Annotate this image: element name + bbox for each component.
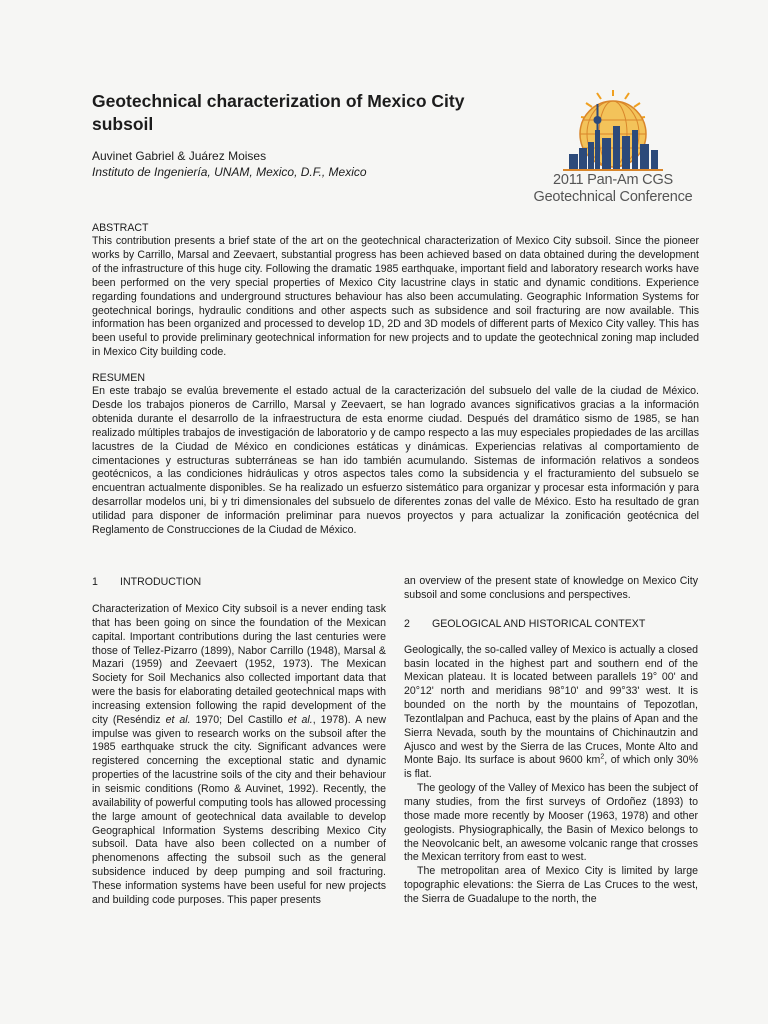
intro-paragraph: Characterization of Mexico City subsoil is a never ending task that has been going on since the foundation of the Mexican capital. Important contributions during the last centuries were those of Tellez-Pizarro (1899), Nabor Carrillo (1948), Marsal & Mazari (1959) and Zeevaert (1952, 1973). The Mexican Society for Soil Mechanics also collected important data that were the basis for elaborating detailed geotechnical maps with increasing extension following the rapid development of the city (Reséndiz et al. 1970; Del Castillo et al., 1978). A new impulse was given to research works on the subsoil after the 1985 earthquake struck the city. Significant advances were registered concerning the exceptional static and dynamic properties of the lacustrine soils of the city and their behaviour in seismic conditions (Romo & Auvinet, 1992). Recently, the availability of powerful computing tools has allowed processing the large amount of geotechnical data available to develop Geographical Information Systems describing Mexico City subsoil. Data have also been collected on a number of phenomenons affecting the subsoil such as the general subsidence induced by deep pumping and soil fracturing. These information systems have been useful for new projects and building code purposes. This paper presents [92,603,386,906]
conference-logo [533,90,693,210]
authors: Auvinet Gabriel & Juárez Moises [92,149,267,163]
resumen-heading: RESUMEN [92,372,145,384]
section-number: 2 [404,617,410,630]
skyline-globe-icon [533,90,693,172]
abstract-text: This contribution presents a brief state of the art on the geotechnical characterization of Mexico City subsoil. Since the pioneer works by Carrillo, Marsal and Zeevaert, substantial progress has been achieved based on data obtained during the development of the infrastructure of this huge city. Following the dramatic 1985 earthquake, important field and laboratory research works have been performed on the very special properties of Mexico City lacustrine clays in static and dynamic conditions. Experience regarding foundations and underground structures behaviour has also been accumulating. Geographic Information Systems for geotechnical borings, hydraulic conditions and other aspects such as subsidence and soil fracturing are now available. This information has been organized and processed to develop 1D, 2D and 3D models of different parts of Mexico City valley. This has been useful to provide preliminary geotechnical information for new projects and to update the geotechnical zoning map included in Mexico City building code. [92,235,699,359]
geology-paragraph: The geology of the Valley of Mexico has been the subject of many studies, from the first surveys of Ordoñez (1893) to those made more recently by Mooser (1963, 1978) and other geologists. Physiographically, the Basin of Mexico belongs to the Neovolcanic belt, an awesome volcanic range that crosses the Mexican territory from east to west. [404,782,698,864]
geology-paragraph: Geologically, the so-called valley of Mexico is actually a closed basin located in the highest part and southern end of the Mexican plateau. It is located between parallels 19° 00' and 20°12' north and meridians 98°10' and 99°33' west. It is bounded on the north by the mountains of Tepozotlan, Tezontlalpan and Pachuca, east by the plains of Apan and the Sierra Nevada, south by the mountains of Chichinautzin and Ajusco and west by the Sierra de las Cruces, Monte Alto and Monte Bajo. Its surface is about 9600 $km^2$, of which only 30% is flat. [404,643,698,781]
resumen-text: En este trabajo se evalúa brevemente el estado actual de la caracterización del subsuelo del valle de la ciudad de México. Desde los trabajos pioneros de Carrillo, Marsal y Zeevaert, se han logrado avances significativos gracias a la información obtenida durante el desarrollo de la infraestructura de esta enorme ciudad. Después del dramático sismo de 1985, se han realizado múltiples trabajos de investigación de laboratorio y de campo respecto a las muy especiales propiedades de las arcillas lacustres de la Ciudad de México en condiciones estáticas y dinámicas. Experiencias relativas al comportamiento de cimentaciones y estructuras subterráneas se han ido también acumulando. Sistemas de información relativos a sondeos geotécnicos, a las condiciones hidráulicas y otros aspectos tales como la subsidencia y el fracturamiento del subsuelo se encuentran actualmente disponibles. Se ha realizado un esfuerzo sistemático para organizar y procesar esta información y para desarrollar modelos uni, bi y tri dimensionales del subsuelo de diferentes zonas del valle de México. Esto ha resultado de gran utilidad para disponer de información preliminar para nuevos proyectos y para actualizar la zonificación geotécnica del Reglamento de Construcciones de la Ciudad de México. [92,385,699,537]
section-heading-introduction [92,575,386,589]
section-title: GEOLOGICAL AND HISTORICAL CONTEXT [432,617,646,630]
logo-subtitle: Geotechnical Conference [533,189,693,205]
section-title: INTRODUCTION [120,576,202,588]
paper-title: Geotechnical characterization of Mexico City subsoil [92,91,465,134]
logo-title: 2011 Pan-Am CGS [552,172,674,188]
abstract-heading: ABSTRACT [92,222,149,234]
section-heading-geology [404,617,698,631]
geology-paragraph: The metropolitan area of Mexico City is limited by large topographic elevations: the Sierra de Las Cruces to the west, the Sierra de Guadalupe to the north, the [404,865,698,905]
right-column [404,575,698,907]
section-number: 1 [92,576,98,588]
intro-paragraph-continued: an overview of the present state of knowledge on Mexico City subsoil and some conclusions and perspectives. [404,575,698,601]
affiliation: Instituto de Ingeniería, UNAM, Mexico, D.F., Mexico [92,165,367,179]
left-column [92,575,386,908]
